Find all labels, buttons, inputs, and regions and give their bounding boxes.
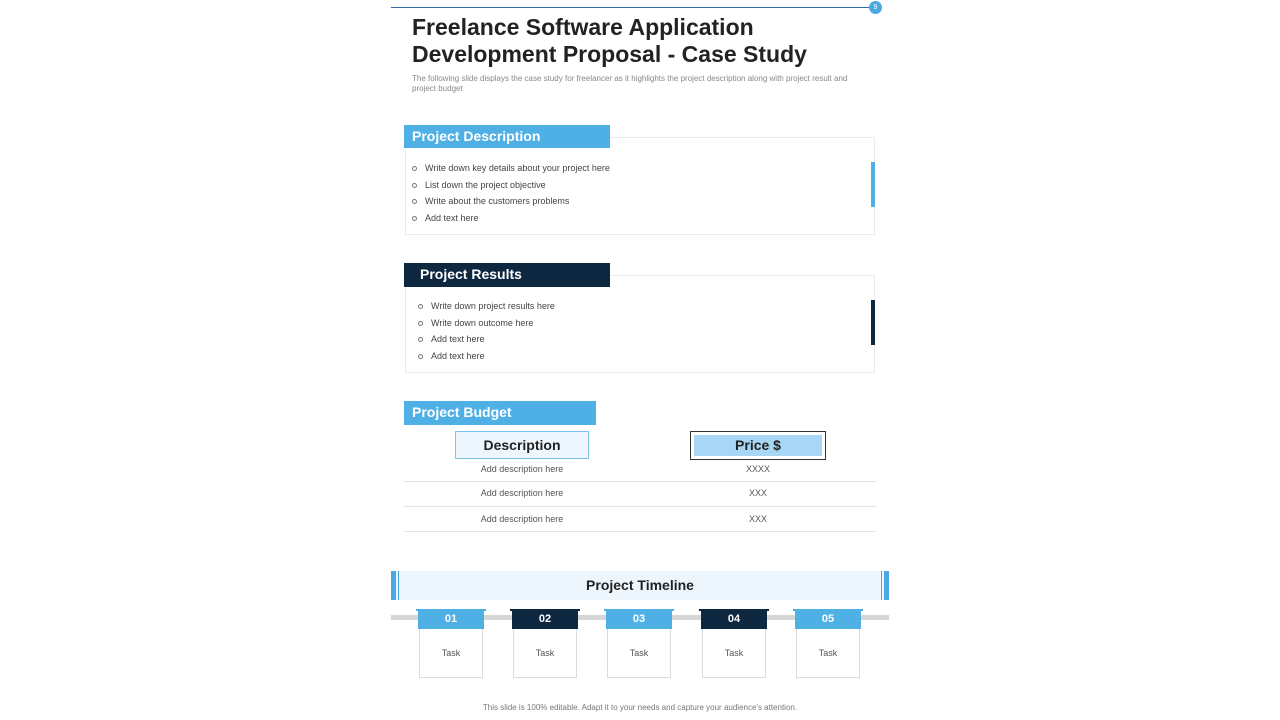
budget-row-divider <box>404 481 876 482</box>
project-results-heading: Project Results <box>404 263 610 287</box>
timeline-step-task: Task <box>796 629 860 678</box>
top-rule <box>391 7 871 8</box>
page-title: Freelance Software Application Development Proposal - Case Study <box>412 14 807 67</box>
timeline-step-number: 01 <box>418 609 484 629</box>
list-item: Add text here <box>418 331 848 348</box>
budget-row-description: Add description here <box>480 514 564 524</box>
timeline-step-task: Task <box>513 629 577 678</box>
timeline-step-number: 02 <box>512 609 578 629</box>
list-item: Add text here <box>412 210 852 227</box>
project-results-list <box>418 298 848 364</box>
footer-note: This slide is 100% editable. Adapt it to your needs and capture your audience's attention. <box>482 703 798 712</box>
budget-row-price: XXXX <box>745 464 770 474</box>
timeline-step-number: 03 <box>606 609 672 629</box>
project-description-list <box>412 160 852 226</box>
timeline-step-number: 04 <box>701 609 767 629</box>
timeline-step-task: Task <box>607 629 671 678</box>
list-item: Write down key details about your project here <box>412 160 852 177</box>
project-description-accent-bar <box>871 162 875 207</box>
timeline-step-number: 05 <box>795 609 861 629</box>
list-item: List down the project objective <box>412 177 852 194</box>
page-number-badge: 9 <box>869 1 882 14</box>
budget-row-price: XXX <box>748 514 767 524</box>
project-results-accent-bar <box>871 300 875 345</box>
budget-description-column-header: Description <box>455 431 589 459</box>
list-item: Write about the customers problems <box>412 193 852 210</box>
budget-price-header-label: Price $ <box>694 435 822 456</box>
budget-row-price: XXX <box>748 488 767 498</box>
budget-price-column-header <box>690 431 826 460</box>
project-budget-heading: Project Budget <box>404 401 596 425</box>
list-item: Write down outcome here <box>418 315 848 332</box>
budget-row-description: Add description here <box>480 464 564 474</box>
budget-row-divider <box>404 531 876 532</box>
project-description-heading: Project Description <box>404 125 610 148</box>
budget-row-divider <box>404 506 876 507</box>
budget-row-description: Add description here <box>480 488 564 498</box>
list-item: Write down project results here <box>418 298 848 315</box>
timeline-heading: Project Timeline <box>586 577 694 593</box>
page-subtitle: The following slide displays the case study for freelancer as it highlights the project description along with project result and project budget <box>412 74 848 93</box>
list-item: Add text here <box>418 348 848 365</box>
timeline-step-task: Task <box>419 629 483 678</box>
timeline-step-task: Task <box>702 629 766 678</box>
